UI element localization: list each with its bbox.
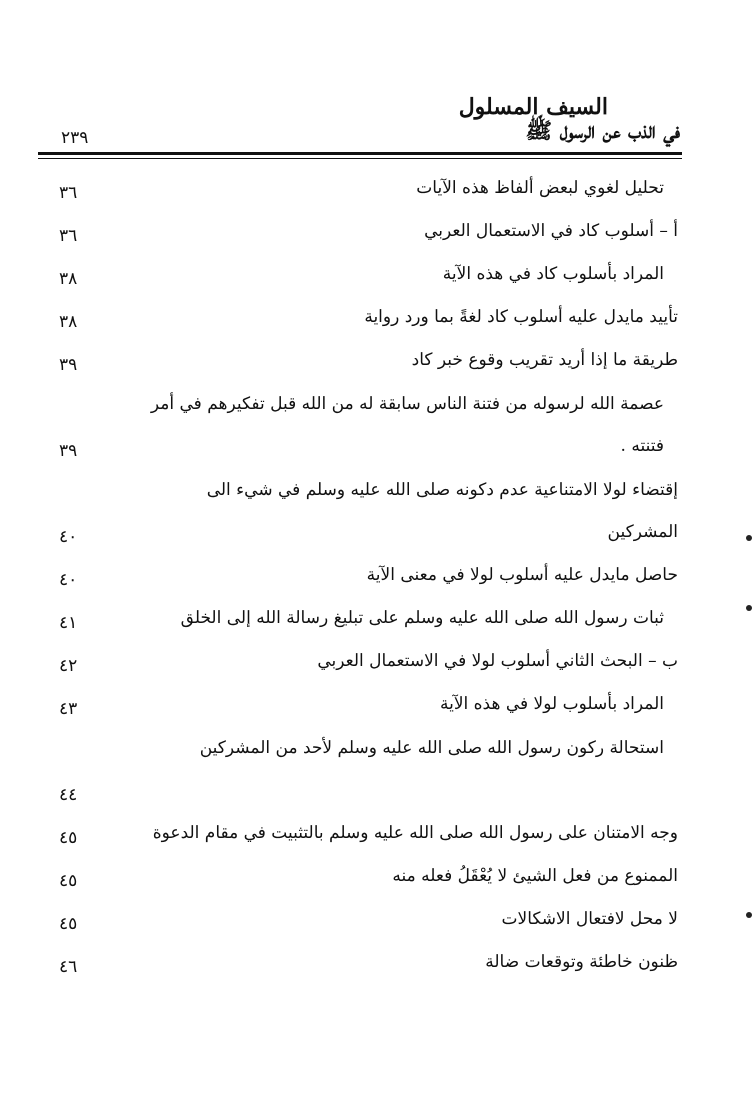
margin-dot: [746, 605, 752, 611]
toc-entry: [55, 684, 678, 727]
header-rule-thick: [38, 152, 682, 155]
toc-entry-page: ٤٠: [59, 527, 78, 547]
toc-entry-text: حاصل مايدل عليه أسلوب لولا في معنى الآية: [366, 565, 678, 585]
toc-entry-page: ٤٥: [59, 828, 78, 848]
toc-entry: [55, 899, 678, 942]
toc-entry-text: وجه الامتنان على رسول الله صلى الله عليه وسلم بالتثبيت في مقام الدعوة: [152, 823, 678, 843]
toc-entry-page: ٤٥: [59, 871, 78, 891]
table-of-contents: [55, 168, 678, 985]
running-title: [459, 95, 680, 143]
toc-entry-page: ٣٩: [59, 441, 78, 461]
toc-entry-page: ٤٦: [59, 957, 78, 977]
toc-entry: [55, 727, 678, 813]
toc-entry-text: المراد بأسلوب لولا في هذه الآية: [439, 694, 664, 714]
toc-entry-text: المراد بأسلوب كاد في هذه الآية: [442, 264, 664, 284]
toc-entry-text: تحليل لغوي لبعض ألفاظ هذه الآيات: [416, 178, 664, 198]
header-rule-thin: [38, 158, 682, 159]
toc-entry: [55, 340, 678, 383]
toc-entry-text: لا محل لافتعال الاشكالات: [501, 909, 678, 929]
page-number: ٢٣٩: [61, 128, 89, 148]
toc-entry-text: تأييد مايدل عليه أسلوب كاد لغةً بما ورد رواية: [364, 307, 678, 327]
book-title: السيف المسلول: [458, 94, 608, 120]
toc-entry: [55, 211, 678, 254]
toc-entry-text: ظنون خاطئة وتوقعات ضالة: [485, 952, 678, 972]
toc-entry-text: إقتضاء لولا الامتناعية عدم دكونه صلى الله عليه وسلم في شيء الى المشركين: [206, 480, 678, 542]
margin-dot: [746, 912, 752, 918]
toc-entry-page: ٣٨: [59, 312, 78, 332]
toc-entry-page: ٤٥: [59, 914, 78, 934]
toc-entry-page: ٤٣: [59, 699, 78, 719]
toc-entry: [55, 813, 678, 856]
toc-entry-text: استحالة ركون رسول الله صلى الله عليه وسلم لأحد من المشركين: [199, 738, 664, 758]
toc-entry-page: ٣٩: [59, 355, 78, 375]
toc-entry: [55, 598, 678, 641]
toc-entry-text: عصمة الله لرسوله من فتنة الناس سابقة له من الله قبل تفكيرهم في أمر فتنته .: [150, 394, 664, 456]
toc-entry: [55, 254, 678, 297]
toc-entry-text: طريقة ما إذا أريد تقريب وقوع خبر كاد: [411, 350, 678, 370]
toc-entry-text: ثبات رسول الله صلى الله عليه وسلم على تبليغ رسالة الله إلى الخلق: [180, 608, 664, 628]
page-header: [55, 95, 680, 155]
toc-entry: [55, 469, 678, 555]
toc-entry: [55, 383, 678, 469]
toc-entry: [55, 942, 678, 985]
toc-entry-page: ٤٤: [59, 785, 78, 805]
toc-entry-page: ٣٨: [59, 269, 78, 289]
toc-entry-text: أ – أسلوب كاد في الاستعمال العربي: [424, 221, 678, 241]
margin-dot: [746, 535, 752, 541]
toc-entry-page: ٤١: [59, 613, 78, 633]
toc-entry: [55, 856, 678, 899]
toc-entry-text: الممنوع من فعل الشيئ لا يُعْقَلُ فعله منه: [392, 866, 678, 886]
toc-entry-page: ٣٦: [59, 226, 78, 246]
toc-entry-page: ٣٦: [59, 183, 78, 203]
book-subtitle: في الذب عن الرسول ﷺ: [525, 118, 680, 145]
toc-entry-text: ب – البحث الثاني أسلوب لولا في الاستعمال العربي: [317, 651, 678, 671]
toc-entry: [55, 168, 678, 211]
toc-entry: [55, 555, 678, 598]
toc-entry: [55, 297, 678, 340]
toc-entry-page: ٤٢: [59, 656, 78, 676]
toc-entry: [55, 641, 678, 684]
toc-entry-page: ٤٠: [59, 570, 78, 590]
